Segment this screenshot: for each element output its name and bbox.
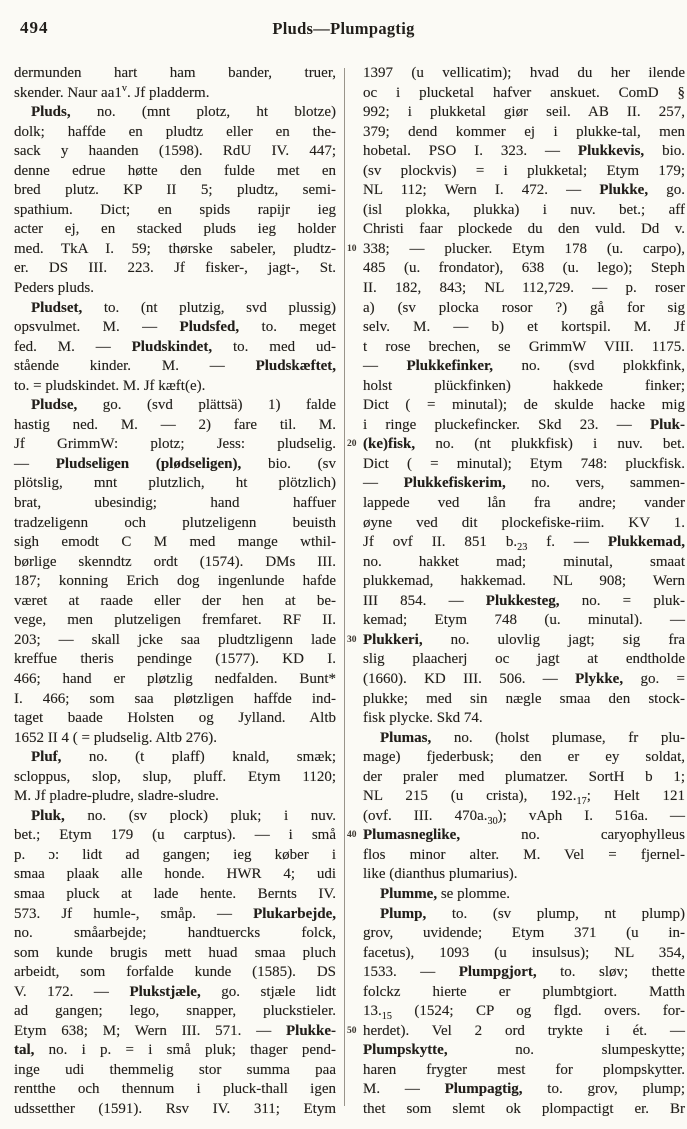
- text-line: M. Jf pladre-pludre, sladre-sludre.: [14, 788, 219, 805]
- text-line: som kunde brugis mett huad smaa pluch: [14, 944, 336, 961]
- text-line: selv. M. — b) et kortspil. M. Jf: [363, 319, 685, 336]
- text-line: M. — Plumpagtig, to. grov, plump;: [363, 1081, 685, 1098]
- text-line: Pluk, no. (sv plock) pluk; i nuv.: [31, 807, 336, 824]
- text-line: a) (sv plocka rosor ?) gå for sig: [363, 299, 685, 316]
- text-line: lappede ved lån fra andre; vander: [363, 495, 685, 512]
- text-line: acter ej, en stacked pluds ieg holder: [14, 221, 336, 238]
- text-line: 10 338; — plucker. Etym 178 (u. carpo),: [363, 240, 685, 260]
- text-line: Jf ovf II. 851 $b._{23}$ f. — Plukkemad,: [363, 534, 685, 554]
- text-line: (isl plokka, plukka) i nuv. bet.; aff: [363, 201, 685, 218]
- text-line: dermunden hart ham bander, truer,: [14, 65, 336, 81]
- text-line: hobetal. PSO I. 323. — Plukkevis, bio.: [363, 143, 686, 160]
- text-line: sigh emodt C M med mange wthil-: [14, 534, 336, 551]
- text-line: haren frygter mest for plompskytter.: [363, 1061, 685, 1078]
- text-line: udssetther (1591). Rsv IV. 311; Etym: [14, 1100, 336, 1117]
- text-line: brat, ubesindig; hand haffuer: [14, 495, 336, 512]
- text-line: I. 466; som saa pløtzligen haffde ind-: [14, 690, 336, 707]
- text-line: holst plückfinken) hakkede finker;: [363, 377, 685, 394]
- text-line: arbeidt, som forfalde kunde (1585). DS: [14, 964, 336, 981]
- text-line: (1660). KD III. 506. — Plykke, go. =: [363, 670, 686, 687]
- text-line: like (dianthus plumarius).: [363, 866, 518, 883]
- text-line: spathium. Dict; en spids rapijr ieg: [14, 201, 336, 218]
- text-line: — Plukkefiskerim, no. vers, sammen-: [363, 475, 685, 492]
- text-line: Pluds, no. (mnt plotz, ht blotze): [31, 104, 336, 121]
- text-line: i ringe pluckefincker. Skd 23. — Pluk-: [363, 416, 685, 433]
- text-line: plukkemad, hakkemad. NL 908; Wern: [363, 573, 685, 590]
- text-line: Pludse, go. (svd plättsä) 1) falde: [31, 397, 336, 414]
- text-line: Christi faar plockede du den vuld. Dd v.: [363, 221, 685, 238]
- running-title: Pluds—Plumpagtig: [272, 19, 415, 38]
- text-line: Plumpskytte, no. slumpeskytte;: [363, 1042, 685, 1059]
- text-line: to. = pludskindet. M. Jf kæft(e).: [14, 377, 206, 394]
- text-line: slig plaacherj oc jagt at endtholde: [363, 651, 685, 668]
- text-line: skender. Naur aa1$^v$. Jf pladderm.: [14, 82, 210, 101]
- text-line: Etym 638; M; Wern III. 571. — Plukke-: [14, 1022, 336, 1039]
- text-line: 40 Plumasneglike, no. caryophylleus: [363, 826, 685, 846]
- text-line: smaa plaak alle honde. HWR 4; udi: [14, 866, 336, 883]
- text-line: der praler med plumatzer. SortH b 1;: [363, 768, 685, 785]
- text-line: p. ɔ: lidt ad gangen; ieg køber i: [14, 846, 336, 863]
- text-line: Plumme, se plomme.: [380, 885, 510, 902]
- text-line: $13._{15}$ (1524; CP og flgd. overs. for-: [363, 1003, 685, 1023]
- text-line: fed. M. — Pludskindet, to. med ud-: [14, 338, 336, 355]
- text-line: 1397 (u vellicatim); hvad du her ilende: [363, 65, 685, 81]
- text-line: 203; — skall jcke saa pludtzligenn lade: [14, 631, 336, 648]
- text-line: 30 Plukkeri, no. ulovlig jagt; sig fra: [363, 631, 685, 651]
- text-line: bet.; Etym 179 (u carptus). — i små: [14, 827, 336, 844]
- line-number: 40: [347, 830, 357, 841]
- text-line: inge udi themmelig stor summa paa: [14, 1061, 336, 1078]
- text-line: oc i plucketal hafver anskuet. ComD §: [363, 84, 685, 101]
- text-line: Peders pluds.: [14, 280, 94, 297]
- text-line: kreffue theris pendinge (1577). KD I.: [14, 651, 336, 668]
- text-line: plukke; med sin nægle smaa den stock-: [363, 690, 685, 707]
- text-line: fisk plycke. Skd 74.: [363, 710, 483, 727]
- text-line: stående kinder. M. — Pludskæftet,: [14, 358, 336, 375]
- text-line: tal, no. i p. = i små pluk; thager pend-: [14, 1042, 336, 1059]
- text-line: tradzeligenn och plutzeligenn beuisth: [14, 514, 336, 531]
- text-line: (ovf. III. $470a._{30}$); vAph I. 516a. —: [363, 807, 685, 827]
- text-line: 573. Jf humle-, småp. — Plukarbejde,: [14, 905, 336, 922]
- text-line: facetus), 1093 (u insulsus); NL 354,: [363, 944, 685, 961]
- text-line: 485 (u. frondator), 638 (u. lego); Steph: [363, 260, 685, 277]
- text-line: plötslig, mnt plutzlich, ht plötzlich): [14, 475, 336, 492]
- text-line: ad gangen; lego, snapper, pluckstieler.: [14, 1003, 336, 1020]
- text-line: NL 112; Wern I. 472. — Plukke, go.: [363, 182, 685, 199]
- text-line: V. 172. — Plukstjæle, go. stjæle lidt: [14, 983, 336, 1000]
- line-number: 50: [347, 1025, 357, 1036]
- text-columns: [14, 64, 685, 1120]
- text-line: flos minor alter. M. Vel = fjernel-: [363, 846, 685, 863]
- text-line: (sv plockvis) = i plukketal; Etym 179;: [363, 162, 685, 179]
- text-line: er. DS III. 223. Jf fisker-, jagt-, St.: [14, 260, 336, 277]
- left-column: [14, 64, 336, 1120]
- text-line: Plump, to. (sv plump, nt plump): [380, 905, 685, 922]
- text-line: NL 215 (u crista), $192._{17}$; Helt 121: [363, 788, 685, 808]
- text-line: med. TkA I. 59; thørske sabeler, pludtz-: [14, 240, 336, 257]
- page-number: 494: [20, 18, 49, 37]
- text-line: hastig ned. M. — 2) fare til. M.: [14, 416, 336, 433]
- text-line: 187; konning Erich dog ingenlunde hafde: [14, 573, 336, 590]
- text-line: scloppus, slop, slup, pluff. Etym 1120;: [14, 768, 336, 785]
- text-line: vege, men plutzeligen fremfaret. RF II.: [14, 612, 336, 629]
- text-line: sack y haanden (1598). RdU IV. 447;: [14, 143, 336, 160]
- text-line: — Plukkefinker, no. (svd plokkfink,: [363, 358, 686, 375]
- page-header: [0, 16, 687, 42]
- text-line: 1533. — Plumpgjort, to. sløv; thette: [363, 964, 685, 981]
- text-line: øyne ved dit plockefiske-riim. KV 1.: [363, 514, 685, 531]
- text-line: Pluf, no. (t plaff) knald, smæk;: [31, 749, 336, 766]
- text-line: Plumas, no. (holst plumase, fr plu-: [380, 729, 685, 746]
- text-line: t rose brechen, se GrimmW VIII. 1175.: [363, 338, 685, 355]
- text-line: II. 182, 843; NL 112,729. — p. roser: [363, 280, 685, 297]
- line-number: 20: [347, 439, 357, 450]
- text-line: taget baade Holsten og Jylland. Altb: [14, 710, 336, 727]
- text-line: smaa pluck at lade hente. Bernts IV.: [14, 885, 336, 902]
- text-line: børlige skenndtz ordt (1574). DMs III.: [14, 553, 336, 570]
- text-line: bred plutz. KP II 5; pludtz, semi-: [14, 182, 336, 199]
- text-line: 379; dend kommer ej i plukke-tal, men: [363, 123, 685, 140]
- text-line: opsvulmet. M. — Pludsfed, to. meget: [14, 319, 336, 336]
- text-line: Dict ( = minutal); de skulde hacke mig: [363, 397, 685, 414]
- line-number: 30: [347, 634, 357, 645]
- text-line: kemad; Etym 748 (u. minutal). —: [363, 612, 685, 629]
- text-line: Jf GrimmW: plotz; Jess: pludselig.: [14, 436, 336, 453]
- text-line: grov, uvidende; Etym 371 (u in-: [363, 925, 685, 942]
- text-line: denne edrue høtte den fulde met en: [14, 162, 336, 179]
- text-line: mage) fjederbusk; den er ey soldat,: [363, 749, 685, 766]
- text-line: III 854. — Plukkesteg, no. = pluk-: [363, 592, 685, 609]
- text-line: Dict ( = minutal); Etym 748: pluckfisk.: [363, 455, 685, 472]
- text-line: 992; i plukketal giør seil. AB II. 257,: [363, 104, 685, 121]
- text-line: 20 (ke)fisk, no. (nt plukkfisk) i nuv. bet.: [363, 435, 685, 455]
- text-line: — Pludseligen (plødseligen), bio. (sv: [14, 455, 336, 472]
- text-line: rentthe och thennum i pluck-thall igen: [14, 1081, 336, 1098]
- right-column: [347, 64, 686, 1120]
- text-line: thet som slemt ok plompactigt er. Br: [363, 1100, 685, 1117]
- line-number: 10: [347, 243, 357, 254]
- text-line: no. småarbejde; handtuercks folck,: [14, 925, 336, 942]
- text-line: 50 herdet). Vel 2 ord trykte i ét. —: [363, 1022, 685, 1042]
- text-line: no. hakket mad; minutal, smaat: [363, 553, 685, 570]
- text-line: Pludset, to. (nt plutzig, svd plussig): [31, 299, 336, 316]
- text-line: 466; hand er pløtzlig nedfalden. Bunt*: [14, 670, 336, 687]
- text-line: 1652 II 4 ( = pludselig. Altb 276).: [14, 729, 218, 746]
- text-line: dolk; haffde en pludtz eller en the-: [14, 123, 336, 140]
- text-line: været at raade eller der hen at be-: [14, 592, 336, 609]
- text-line: folckz hierte er plumbtgiort. Matth: [363, 983, 685, 1000]
- column-divider: [344, 68, 345, 1106]
